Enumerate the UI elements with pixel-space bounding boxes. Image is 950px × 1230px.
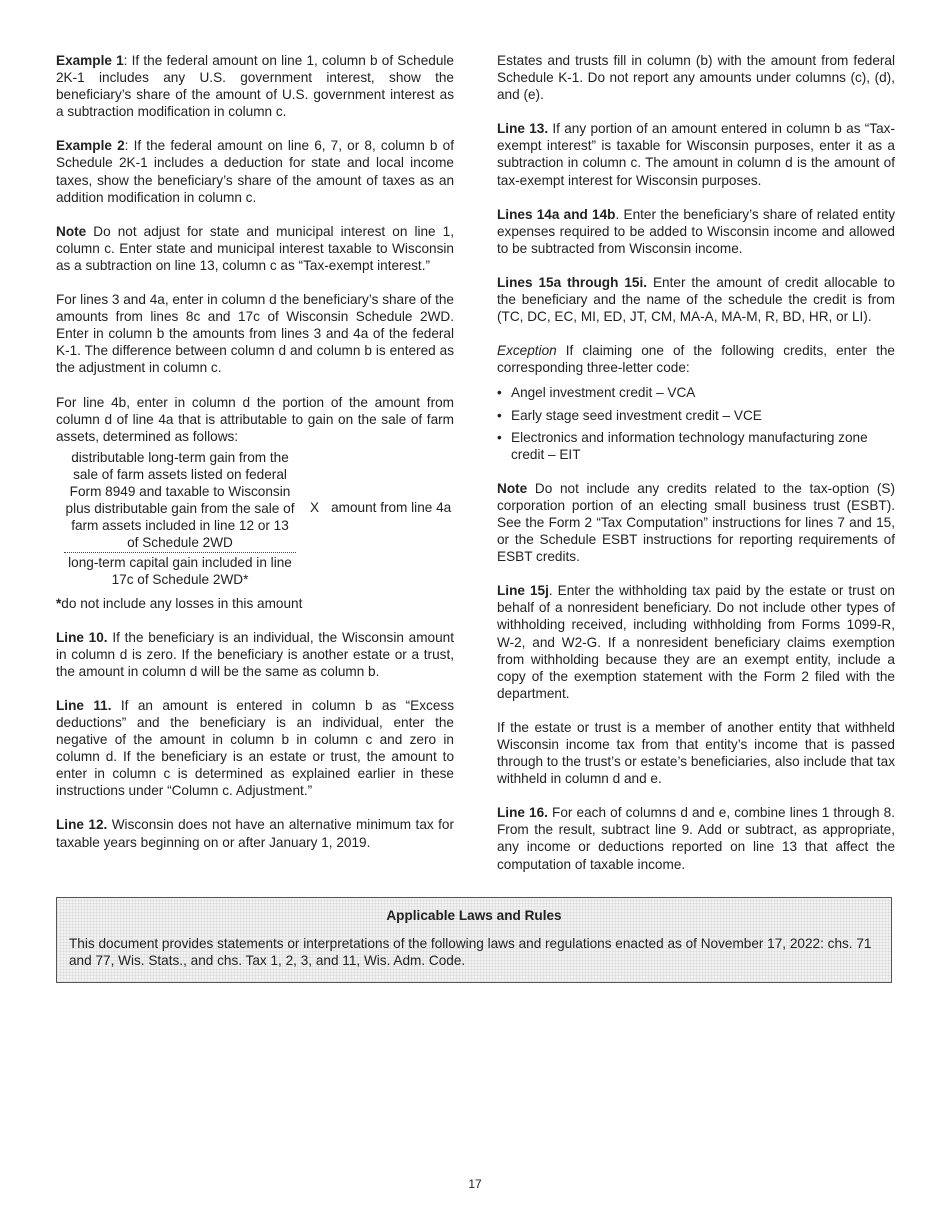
line-11-label: Line 11. — [56, 697, 112, 713]
example-1-text: : If the federal amount on line 1, column b of Schedule 2K-1 includes any U.S. government interest, show the beneficiary’s share of the amount of U.S. government interest as a subtraction modification in column c. — [56, 53, 454, 120]
lines-15-label: Lines 15a through 15i. — [497, 274, 648, 290]
applicable-laws-box — [56, 897, 892, 983]
line-15j-paragraph — [497, 582, 895, 702]
example-2-text: : If the federal amount on line 6, 7, or 8, column b of Schedule 2K-1 includes a deduction for state and local income taxes, show the beneficiary’s share of the amount of taxes as an addition modification in column c. — [56, 138, 454, 205]
list-item: • Angel investment credit – VCA — [497, 384, 895, 401]
line-15j-text: . Enter the withholding tax paid by the estate or trust on behalf of a nonresident beneficiary. Do not include other types of withholding received, including withholding from Forms 1099-R, W-2, and W2-G. If a nonresident beneficiary claims exemption from withholding because they are an exempt entity, include a copy of the exemption statement with the Form 2 filed with the department. — [497, 583, 895, 701]
exception-label: Exception — [497, 343, 557, 359]
line-11-paragraph — [56, 697, 454, 800]
line-12-label: Line 12. — [56, 817, 108, 833]
line-13-text: If any portion of an amount entered in column b as “Tax-exempt interest” is taxable for Wisconsin purposes, enter it as a subtraction in column c. The amount in column d is the amount of tax-exempt interest for Wisconsin purposes. — [497, 121, 895, 188]
line-13-label: Line 13. — [497, 121, 549, 137]
laws-box-text: This document provides statements or interpretations of the following laws and regulations enacted as of November 17, 2022: chs. 71 and 77, Wis. Stats., and chs. Tax 1, 2, 3, and 11, Wis. Adm. Code. — [69, 936, 872, 969]
losses-footnote — [56, 595, 454, 612]
esbt-note-label: Note — [497, 480, 528, 496]
formula-fraction — [64, 449, 296, 589]
line-11-text: If an amount is entered in column b as “Excess deductions” and the beneficiary is an individual, enter the negative of the amount in column b in column c and zero in column d. If the beneficiary is an estate or trust, the amount to enter in column c is determined as explained earlier in these instructions under “Column c. Adjustment.” — [56, 697, 454, 799]
line-16-label: Line 16. — [497, 805, 548, 821]
esbt-note-paragraph — [497, 480, 895, 565]
lines-15-paragraph — [497, 274, 895, 325]
line-12-text: Wisconsin does not have an alternative minimum tax for taxable years beginning on or after January 1, 2019. — [56, 817, 454, 850]
lines-14-text: . Enter the beneficiary’s share of related entity expenses required to be added to Wisconsin income and allowed to be subtracted from Wisconsin income. — [497, 206, 895, 256]
laws-box-title: Applicable Laws and Rules — [386, 908, 562, 923]
lines-15-text: Enter the amount of credit allocable to the beneficiary and the name of the schedule the credit is from (TC, DC, EC, MI, ED, JT, CM, MA-A, MA-M, R, BD, HR, or LI). — [497, 274, 895, 325]
left-column — [56, 52, 454, 868]
line-16-paragraph — [497, 804, 895, 872]
line-4b-paragraph: For line 4b, enter in column d the portion of the amount from column d of line 4a that is attributable to gain on the sale of farm assets, determined as follows: — [56, 394, 454, 444]
formula-denominator: long-term capital gain included in line 17c of Schedule 2WD* — [68, 555, 292, 588]
credit-code-list — [497, 384, 895, 462]
list-item: • Electronics and information technology manufacturing zone credit – EIT — [497, 429, 895, 463]
note-label: Note — [56, 223, 87, 239]
list-item: • Early stage seed investment credit – VCE — [497, 407, 895, 424]
lines-14-paragraph — [497, 206, 895, 257]
line-10-text: If the beneficiary is an individual, the Wisconsin amount in column d is zero. If the beneficiary is another estate or a trust, the amount in column d will be the same as column b. — [56, 629, 454, 679]
line-15j-label: Line 15j — [497, 583, 549, 599]
exception-text: If claiming one of the following credits, enter the corresponding three-letter code: — [497, 343, 895, 376]
example-1-label: Example 1 — [56, 53, 124, 68]
farm-gain-formula — [64, 449, 454, 589]
line-10-label: Line 10. — [56, 629, 108, 645]
example-2-paragraph — [56, 137, 454, 205]
formula-multiplier: amount from line 4a — [331, 500, 452, 516]
note-text: Do not adjust for state and municipal interest on line 1, column c. Enter state and municipal interest taxable to Wisconsin as a subtraction on line 13, column c as “Tax-exempt interest.” — [56, 223, 454, 273]
line-13-paragraph — [497, 120, 895, 188]
multiply-sign: X — [310, 500, 320, 516]
line-12-paragraph — [56, 816, 454, 850]
note-paragraph — [56, 223, 454, 274]
page-number: 17 — [468, 1177, 482, 1191]
formula-numerator: distributable long-term gain from the sale of farm assets listed on federal Form 8949 and taxable to Wisconsin plus distributable gain from the sale of farm assets included in line 12 or 13 of Schedule 2WD — [64, 449, 296, 554]
lines-14-label: Lines 14a and 14b — [497, 206, 616, 222]
footnote-star: * — [56, 595, 62, 611]
example-2-label: Example 2 — [56, 138, 125, 154]
example-1-paragraph — [56, 52, 454, 120]
exception-paragraph — [497, 342, 895, 376]
line-10-paragraph — [56, 629, 454, 680]
line-16-text: For each of columns d and e, combine lines 1 through 8. From the result, subtract line 9. Add or subtract, as appropriate, any income or deductions reported on line 13 that affect the computation of taxable income. — [497, 805, 895, 872]
footnote-text: do not include any losses in this amount — [61, 595, 303, 611]
member-entity-paragraph: If the estate or trust is a member of another entity that withheld Wisconsin income tax from that entity’s income that is passed through to the trust’s or estate’s beneficiaries, also include that tax withheld in column d and e. — [497, 719, 895, 787]
esbt-note-text: Do not include any credits related to the tax-option (S) corporation portion of an electing small business trust (ESBT). See the Form 2 “Tax Computation” instructions for lines 7 and 15, or the Schedule ESBT instructions for reporting requirements of ESBT credits. — [497, 480, 895, 565]
right-column — [497, 52, 895, 890]
estates-trusts-paragraph: Estates and trusts fill in column (b) with the amount from federal Schedule K-1. Do not report any amounts under columns (c), (d), and (e). — [497, 53, 895, 103]
lines-3-4a-paragraph: For lines 3 and 4a, enter in column d the beneficiary’s share of the amounts from lines 8c and 17c of Wisconsin Schedule 2WD. Enter in column b the amounts from lines 3 and 4a of the federal K-1. The difference between column d and column b is entered as the adjustment in column c. — [56, 292, 454, 376]
